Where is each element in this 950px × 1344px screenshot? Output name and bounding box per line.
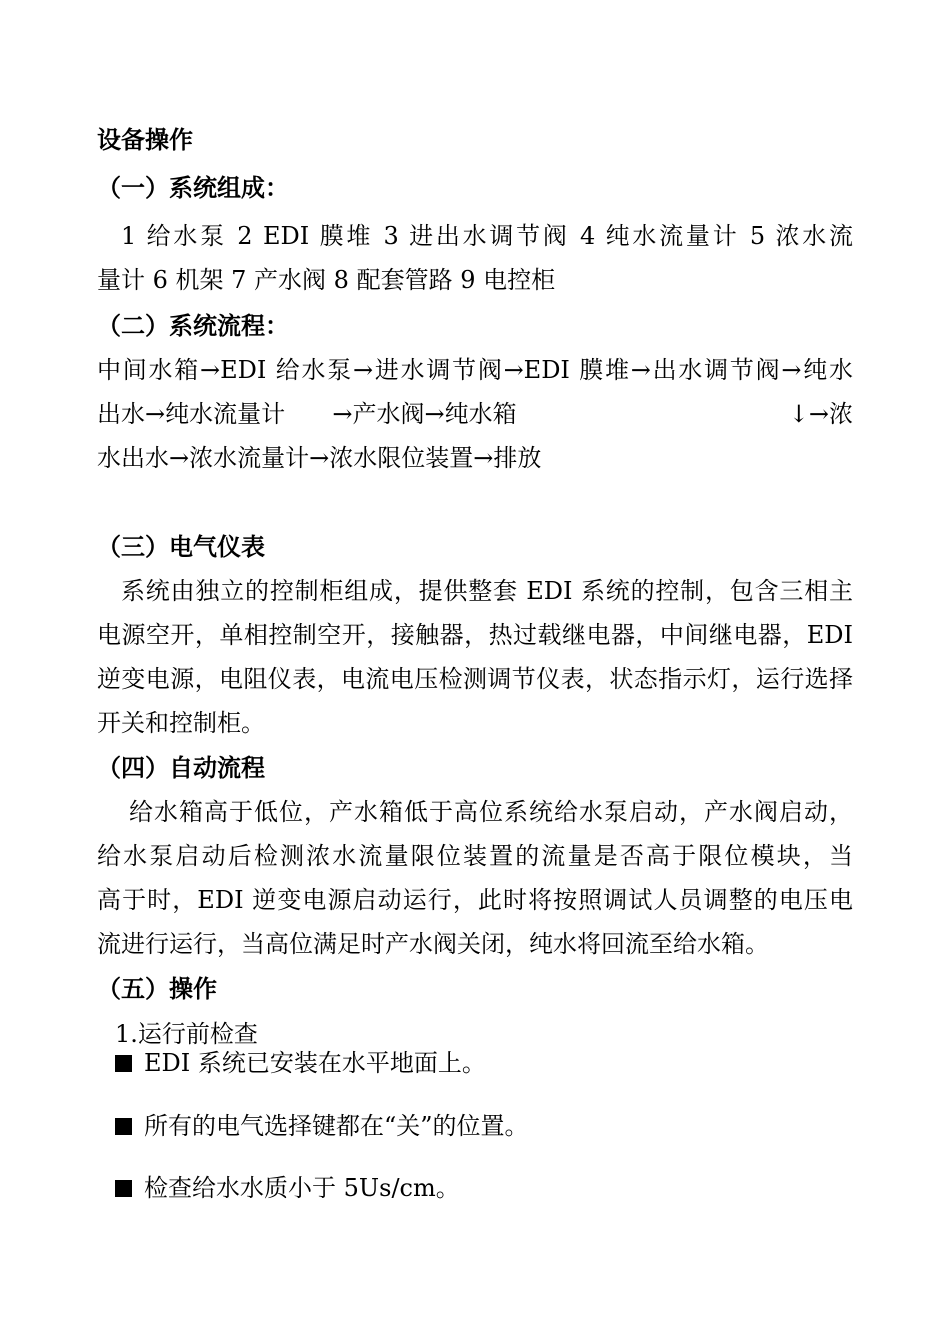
- section-3-heading: （三）电气仪表: [97, 533, 265, 561]
- section-2-line-1: 中间水箱→EDI 给水泵→进水调节阀→EDI 膜堆→出水调节阀→纯水: [97, 356, 853, 384]
- section-3-line-2: 电源空开，单相控制空开，接触器，热过载继电器，中间继电器，EDI: [97, 621, 853, 649]
- section-3-line-4: 开关和控制柜。: [97, 709, 265, 737]
- bullet-square-icon: [115, 1055, 132, 1072]
- section-5-heading: （五）操作: [97, 975, 217, 1003]
- section-4-heading: （四）自动流程: [97, 754, 265, 782]
- section-2-line-2b: →产水阀→纯水箱: [332, 400, 517, 428]
- section-4-line-1: 给水箱高于低位，产水箱低于高位系统给水泵启动，产水阀启动，: [129, 798, 853, 826]
- checklist-item: 所有的电气选择键都在“关”的位置。: [115, 1111, 853, 1141]
- section-2-line-2a: 出水→纯水流量计: [97, 400, 286, 428]
- section-3-line-3: 逆变电源，电阻仪表，电流电压检测调节仪表，状态指示灯，运行选择: [97, 665, 853, 693]
- section-1-heading: （一）系统组成：: [97, 174, 289, 202]
- checklist-item: 检查给水水质小于 5Us/cm。: [115, 1173, 853, 1203]
- section-2-line-3: 水出水→浓水流量计→浓水限位装置→排放: [97, 444, 542, 472]
- section-3-line-1: 系统由独立的控制柜组成，提供整套 EDI 系统的控制，包含三相主: [121, 577, 853, 605]
- section-4-line-2: 给水泵启动后检测浓水流量限位装置的流量是否高于限位模块，当: [97, 842, 853, 870]
- section-2-line-2: [97, 399, 853, 429]
- section-1-line-1: 1 给水泵 2 EDI 膜堆 3 进出水调节阀 4 纯水流量计 5 浓水流: [121, 222, 853, 250]
- page-title: 设备操作: [97, 126, 193, 154]
- section-2-heading: （二）系统流程：: [97, 312, 289, 340]
- bullet-square-icon: [115, 1118, 132, 1135]
- section-4-line-3: 高于时，EDI 逆变电源启动运行，此时将按照调试人员调整的电压电: [97, 886, 853, 914]
- checklist-item: EDI 系统已安装在水平地面上。: [115, 1048, 853, 1078]
- section-1-line-2: 量计 6 机架 7 产水阀 8 配套管路 9 电控柜: [97, 266, 556, 294]
- section-4-line-4: 流进行运行，当高位满足时产水阀关闭，纯水将回流至给水箱。: [97, 930, 769, 958]
- section-2-line-2c: ↓→浓: [788, 400, 853, 428]
- bullet-square-icon: [115, 1180, 132, 1197]
- section-5-subheading: 1.运行前检查: [115, 1020, 258, 1048]
